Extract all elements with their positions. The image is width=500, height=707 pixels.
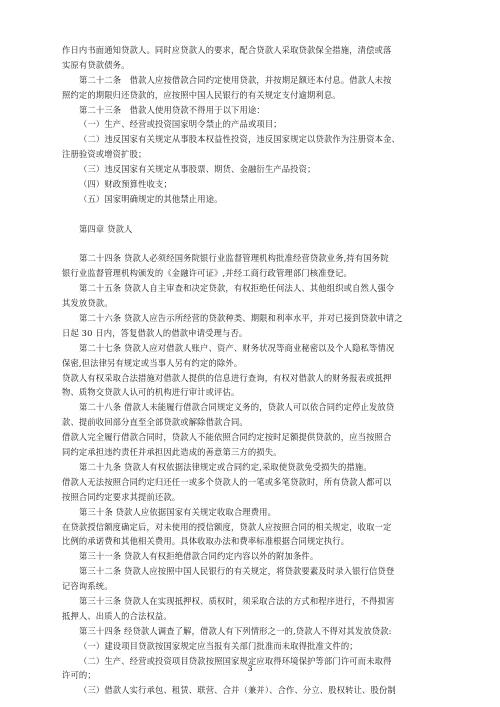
text-line: （二）生产、经营或投资项目贷款按照国家规定应取得环境保护等部门许可而未取得 bbox=[79, 655, 392, 666]
text-line: 银行业监督管理机构颁发的《金融许可证》,并经工商行政管理部门核准登记。 bbox=[62, 268, 352, 279]
text-line: 照约定的期限归还贷款的，应按照中国人民银行的有关规定支付逾期利息。 bbox=[62, 89, 341, 100]
text-line: 记咨询系统。 bbox=[62, 581, 113, 592]
chapter-heading: 第四章 贷款人 bbox=[79, 223, 133, 234]
text-line: 第三十四条 经贷款人调查了解，借款人有下列情形之一的,贷款人不得对其发放贷款: bbox=[79, 625, 392, 636]
text-line: 保密,但法律另有规定或当事人另有约定的除外。 bbox=[62, 357, 243, 368]
text-line: 款、提前收回部分直至全部贷款或解除借款合同。 bbox=[62, 417, 248, 428]
text-line: 注册验资或增资扩股； bbox=[62, 149, 147, 160]
text-line: 第三十二条 贷款人应按照中国人民银行的有关规定，将贷款要素及时录入银行信贷登 bbox=[79, 566, 395, 577]
text-line: 在贷款授信额度确定后，对未使用的授信额度，贷款人应按照合同的相关规定，收取一定 bbox=[62, 521, 392, 532]
text-line: 第二十二条 借款人应按借款合同约定使用贷款，并按期足额还本付息。借款人未按 bbox=[79, 74, 392, 85]
text-line: （四）财政预算性收支； bbox=[79, 179, 172, 190]
text-line: 按照合同约定要求其提前还款。 bbox=[62, 491, 181, 502]
text-line: 实原有贷款债务。 bbox=[62, 59, 130, 70]
text-line: （一）生产、经营或投资国家明令禁止的产品或项目； bbox=[79, 119, 282, 130]
text-line: 第二十四条 贷款人必须经国务院银行业监督管理机构批准经营贷款业务,持有国务院 bbox=[79, 253, 389, 264]
blank-line bbox=[62, 207, 438, 222]
text-line: 借款人完全履行借款合同时，贷款人不能依照合同约定按时足额提供贷款的，应当按照合 bbox=[62, 432, 392, 443]
text-line: （三）借款人实行承包、租赁、联营、合并（兼并）、合作、分立、股权转让、股份制 bbox=[79, 685, 396, 696]
text-line: 抵押人、出质人的合法权益。 bbox=[62, 610, 172, 621]
text-line: （一）建设项目贷款按国家规定应当报有关部门批准而未取得批准文件的； bbox=[79, 640, 358, 651]
page-number: 3 bbox=[247, 664, 253, 673]
text-line: 借款人无法按照合同约定归还任一或多个贷款人的一笔或多笔贷款时，所有贷款人都可以 bbox=[62, 476, 392, 487]
text-line: （五）国家明确规定的其他禁止用途。 bbox=[79, 193, 223, 204]
text-line: 日起 30 日内，答复借款人的借款申请受理与否。 bbox=[62, 327, 248, 338]
text-line: 许可的； bbox=[62, 670, 96, 681]
text-line: 其发放贷款。 bbox=[62, 298, 113, 309]
blank-line bbox=[62, 237, 438, 252]
text-line: （二）违反国家有关规定从事股本权益性投资，违反国家规定以贷款作为注册资本金、 bbox=[79, 134, 400, 145]
text-line: 第三十条 贷款人应依据国家有关规定收取合理费用。 bbox=[79, 506, 277, 517]
document-body bbox=[62, 43, 438, 698]
text-line: 第二十五条 贷款人自主审查和决定贷款，有权拒绝任何法人、其他组织或自然人强令 bbox=[79, 283, 395, 294]
text-line: 第二十六条 贷款人应告示所经营的贷款种类、期限和利率水平，并对已接到贷款申请之 bbox=[79, 313, 403, 324]
text-line: 第三十一条 贷款人有权拒绝借款合同约定内容以外的附加条件。 bbox=[79, 551, 319, 562]
text-line: 物、质物交贷款人认可的机构进行审计或评估。 bbox=[62, 387, 240, 398]
text-line: 第二十七条 贷款人应对借款人账户、资产、财务状况等商业秘密以及个人隐私等情况 bbox=[79, 342, 395, 353]
text-line: 同约定承担违约责任并承担因此造成的善意第三方的损失。 bbox=[62, 447, 282, 458]
text-line: 第二十八条 借款人未能履行借款合同规定义务的，贷款人可以依合同约定停止发放贷 bbox=[79, 402, 395, 413]
text-line: 第三十三条 贷款人在实现抵押权、质权时，须采取合法的方式和程序进行，不得损害 bbox=[79, 595, 395, 606]
text-line: 比例的承诺费和其他相关费用。具体收取办法和费率标准根据合同规定执行。 bbox=[62, 536, 350, 547]
text-line: （三）违反国家有关规定从事股票、期货、金融衍生产品投资； bbox=[79, 164, 316, 175]
text-line: 第二十三条 借款人使用贷款不得用于以下用途： bbox=[79, 104, 265, 115]
text-line: 贷款人有权采取合法措施对借款人提供的信息进行查询，有权对借款人的财务报表或抵押 bbox=[62, 372, 392, 383]
text-line: 第二十九条 贷款人有权依据法律规定或合同约定,采取使贷款免受损失的措施。 bbox=[79, 461, 372, 472]
text-line: 作日内书面通知贷款人。同时应贷款人的要求，配合贷款人采取贷款保全措施，清偿或落 bbox=[62, 45, 392, 55]
